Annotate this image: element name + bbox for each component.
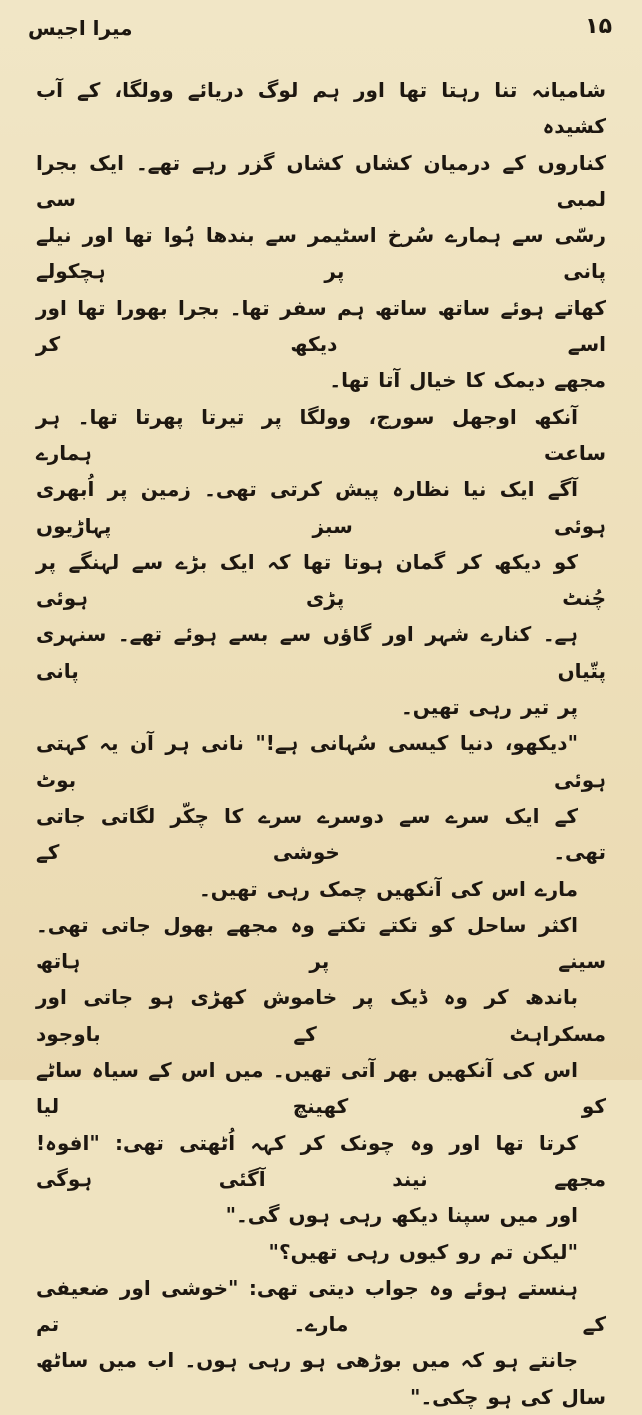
paragraph: [36, 725, 606, 906]
text-line: آنکھ اوجھل سورج، وولگا پر تیرتا پھرتا تھا۔ ہر ساعت ہمارے: [36, 404, 606, 465]
text-line: کھاتے ہوئے ساتھ ساتھ ہم سفر تھا۔ بجرا بھورا تھا اور اسے دیکھ کر: [36, 295, 606, 357]
text-line: باندھ کر وہ ڈیک پر خاموش کھڑی ہو جاتی اور مسکراہٹ کے باوجود: [36, 985, 606, 1046]
text-line: آگے ایک نیا نظارہ پیش کرتی تھی۔ زمین پر اُبھری ہوئی سبز پہاڑیوں: [36, 477, 606, 538]
paragraph: [36, 1234, 606, 1270]
body-text: [36, 72, 606, 1415]
paragraph: [36, 907, 606, 1234]
text-line: ہنستے ہوئے وہ جواب دیتی تھی: "خوشی اور ضعیفی کے مارے۔ تم: [36, 1275, 606, 1337]
text-line: رسّی سے ہمارے سُرخ اسٹیمر سے بندھا ہُوا تھا اور نیلے پانی پر ہچکولے: [36, 223, 606, 284]
page-number: ۱۵: [585, 14, 612, 39]
paragraph: [36, 399, 606, 726]
text-line: اور میں سپنا دیکھ رہی ہوں گی۔": [225, 1203, 578, 1228]
text-line: جانتے ہو کہ میں بوڑھی ہو رہی ہوں۔ اب میں ساٹھ سال کی ہو چکی۔": [36, 1348, 606, 1409]
text-line: "لیکن تم رو کیوں رہی تھیں؟": [268, 1239, 578, 1264]
text-line: کے ایک سرے سے دوسرے سرے کا چکّر لگاتی جاتی تھی۔ خوشی کے: [36, 803, 606, 865]
paragraph: [36, 1270, 606, 1415]
text-line: مجھے دیمک کا خیال آتا تھا۔: [329, 368, 606, 393]
text-line: ہے۔ کنارے شہر اور گاؤں سے بسے ہوئے تھے۔ سنہری پتّیاں پانی: [36, 622, 606, 683]
text-line: پر تیر رہی تھیں۔: [400, 695, 578, 720]
text-line: "دیکھو، دنیا کیسی سُہانی ہے!" نانی ہر آن یہ کہتی ہوئی بوٹ: [36, 731, 606, 792]
running-title: میرا اجیس: [28, 16, 133, 40]
text-line: کو دیکھ کر گمان ہوتا تھا کہ ایک بڑے سے لہنگے پر چُنٹ پڑی ہوئی: [36, 549, 606, 611]
text-line: کناروں کے درمیان کشاں کشاں گزر رہے تھے۔ ایک بجرا لمبی سی: [36, 150, 606, 211]
text-line: اکثر ساحل کو تکتے تکتے وہ مجھے بھول جاتی تھی۔ سینے پر ہاتھ: [36, 912, 606, 974]
text-line: شامیانہ تنا رہتا تھا اور ہم لوگ دریائے وولگا، کے آب کشیدہ: [36, 78, 606, 139]
text-line: اس کی آنکھیں بھر آتی تھیں۔ میں اس کے سیاہ ساٹے کو کھینچ لیا: [36, 1058, 606, 1119]
text-line: مارے اس کی آنکھیں چمک رہی تھیں۔: [199, 876, 578, 901]
paragraph: [36, 72, 606, 399]
text-line: کرتا تھا اور وہ چونک کر کہہ اُٹھتی تھی: "افوہ! مجھے نیند آگئی ہوگی: [36, 1130, 606, 1191]
